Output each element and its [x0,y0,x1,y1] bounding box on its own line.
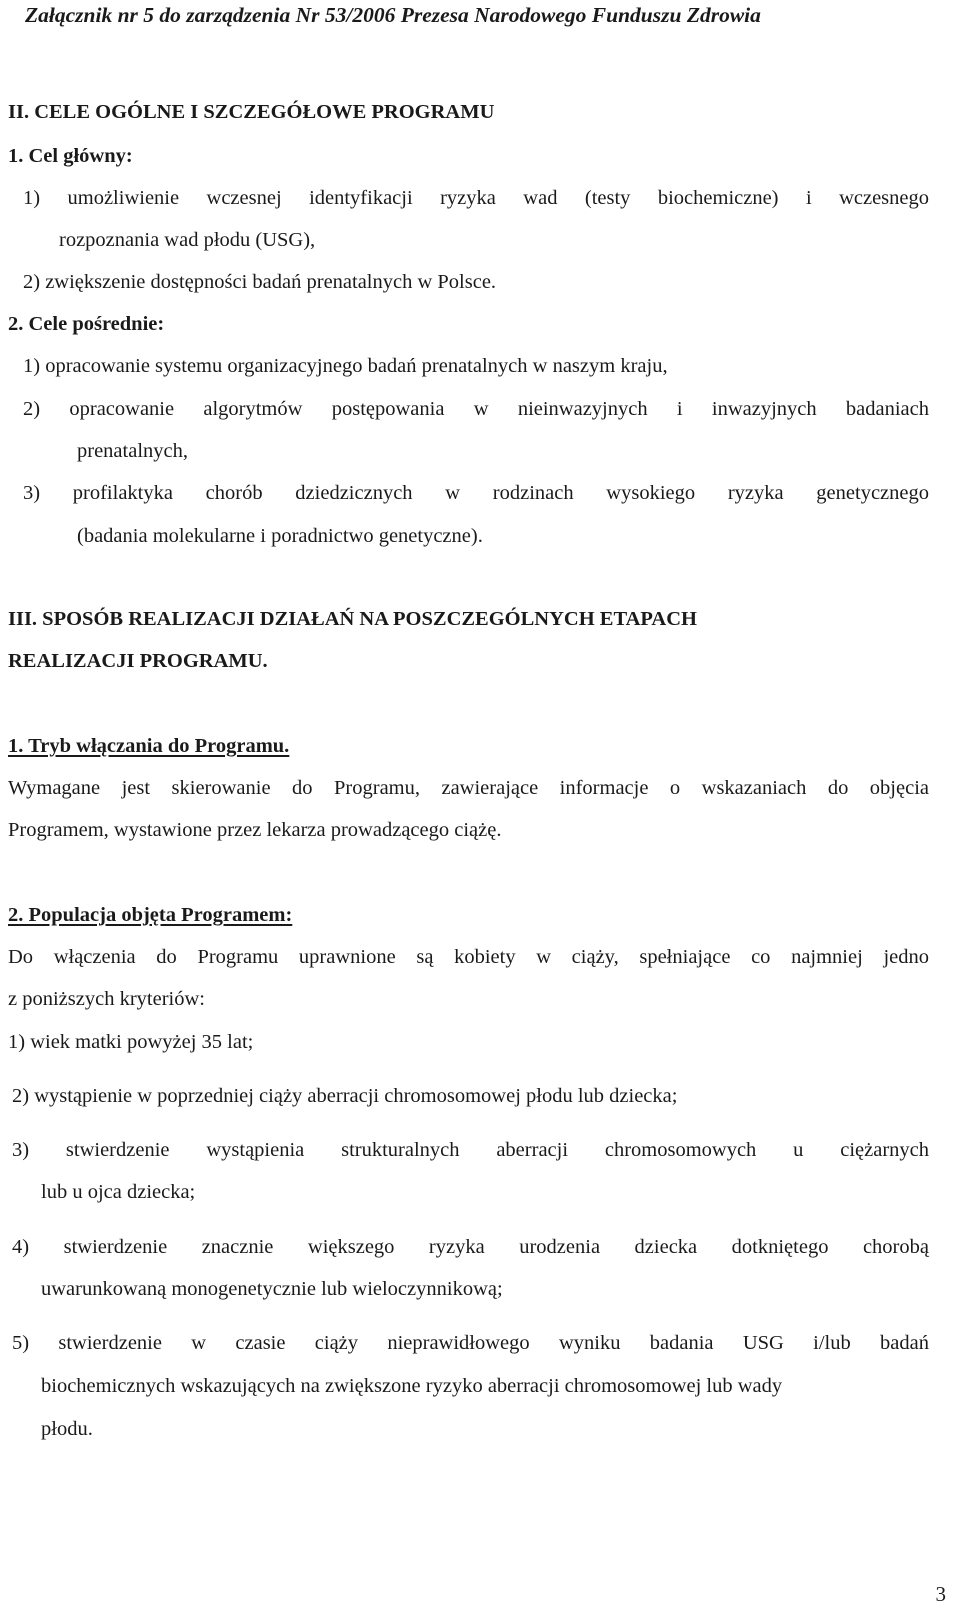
criterion-1: 1) wiek matki powyżej 35 lat; [8,1031,254,1053]
document-header: Załącznik nr 5 do zarządzenia Nr 53/2006 Prezesa Narodowego Funduszu Zdrowia [25,3,761,27]
page-number: 3 [935,1582,946,1606]
criterion-3-line-1: 3) stwierdzenie wystąpienia strukturalnych aberracji chromosomowych u ciężarnych [12,1139,929,1161]
criterion-4-line-1: 4) stwierdzenie znacznie większego ryzyka urodzenia dziecka dotkniętego chorobą [12,1236,929,1258]
criterion-5-line-1: 5) stwierdzenie w czasie ciąży nieprawidłowego wyniku badania USG i/lub badań [12,1332,929,1354]
criterion-2: 2) wystąpienie w poprzedniej ciąży aberracji chromosomowej płodu lub dziecka; [12,1085,678,1107]
inclusion-mode-line-1: Wymagane jest skierowanie do Programu, zawierające informacje o wskazaniach do objęcia [8,777,929,799]
population-title: 2. Populacja objęta Programem: [8,904,293,926]
intermediate-goal-item-3-line-1: 3) profilaktyka chorób dziedzicznych w rodzinach wysokiego ryzyka genetycznego [23,482,929,504]
intermediate-goal-item-2-line-1: 2) opracowanie algorytmów postępowania w nieinwazyjnych i inwazyjnych badaniach [23,398,929,420]
inclusion-mode-title: 1. Tryb włączania do Programu. [8,735,290,757]
main-goal-item-1-line-2: rozpoznania wad płodu (USG), [59,229,316,251]
main-goal-item-1-line-1: 1) umożliwienie wczesnej identyfikacji ryzyka wad (testy biochemiczne) i wczesnego [23,187,929,209]
section-heading-realization-line-2: REALIZACJI PROGRAMU. [8,650,268,672]
intermediate-goal-item-3-line-2: (badania molekularne i poradnictwo genetyczne). [77,525,483,547]
criterion-4-line-2: uwarunkowaną monogenetycznie lub wieloczynnikową; [41,1278,503,1300]
population-intro-line-1: Do włączenia do Programu uprawnione są kobiety w ciąży, spełniające co najmniej jedno [8,946,929,968]
inclusion-mode-line-2: Programem, wystawione przez lekarza prowadzącego ciążę. [8,819,502,841]
intermediate-goal-item-2-line-2: prenatalnych, [77,440,188,462]
section-heading-goals: II. CELE OGÓLNE I SZCZEGÓŁOWE PROGRAMU [8,101,495,123]
section-heading-realization-line-1: III. SPOSÓB REALIZACJI DZIAŁAŃ NA POSZCZEGÓLNYCH ETAPACH [8,608,697,630]
criterion-3-line-2: lub u ojca dziecka; [41,1181,196,1203]
main-goal-item-2: 2) zwiększenie dostępności badań prenatalnych w Polsce. [23,271,497,293]
intermediate-goals-title: 2. Cele pośrednie: [8,313,165,335]
criterion-5-line-3: płodu. [41,1418,93,1440]
intermediate-goal-item-1: 1) opracowanie systemu organizacyjnego badań prenatalnych w naszym kraju, [23,355,668,377]
main-goal-title: 1. Cel główny: [8,145,133,167]
criterion-5-line-2: biochemicznych wskazujących na zwiększone ryzyko aberracji chromosomowej lub wady [41,1375,783,1397]
population-intro-line-2: z poniższych kryteriów: [8,988,205,1010]
